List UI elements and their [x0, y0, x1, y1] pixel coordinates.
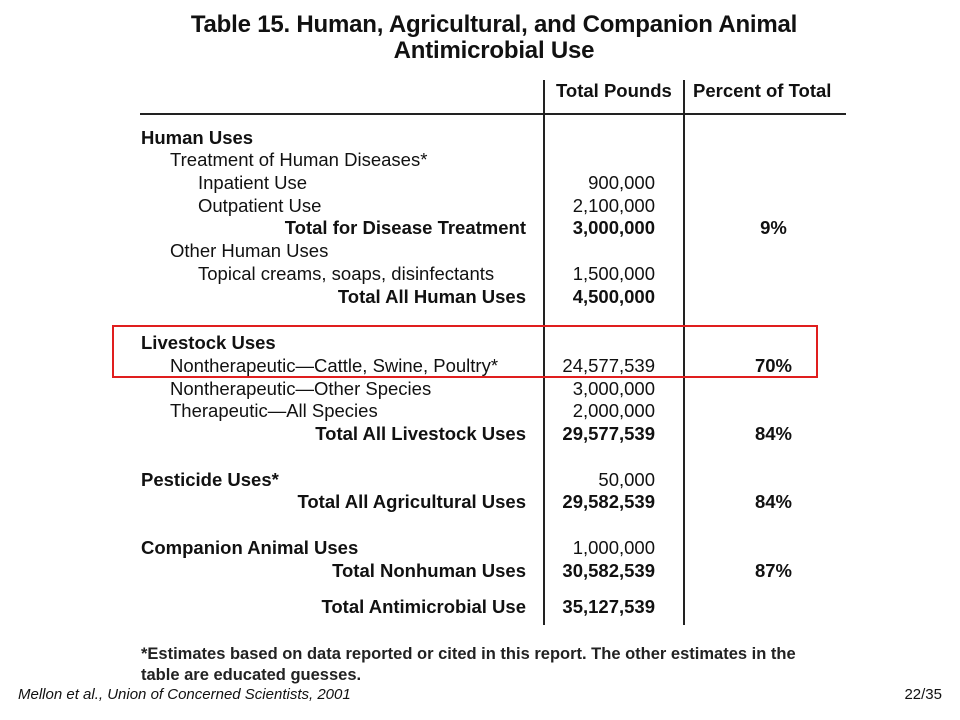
row-pounds: 30,582,539 [562, 560, 655, 581]
table-row [0, 127, 960, 149]
footnote-line-2: table are educated guesses. [141, 666, 362, 684]
table-row [0, 491, 960, 513]
row-label: Nontherapeutic—Cattle, Swine, Poultry* [170, 355, 499, 376]
row-label: Topical creams, soaps, disinfectants [198, 263, 495, 284]
row-label: Other Human Uses [170, 240, 329, 261]
table-row [0, 263, 960, 285]
title-line-1: Table 15. Human, Agricultural, and Companion Animal [190, 11, 798, 38]
row-pounds: 2,100,000 [572, 195, 655, 216]
row-pounds: 4,500,000 [572, 286, 655, 307]
row-label: Companion Animal Uses [141, 537, 359, 558]
row-label: Total All Livestock Uses [315, 423, 526, 444]
row-percent: 84% [754, 491, 793, 512]
row-pounds: 50,000 [598, 469, 655, 490]
table-row [0, 469, 960, 491]
row-label: Livestock Uses [141, 332, 276, 353]
table-row [0, 596, 960, 618]
row-pounds: 900,000 [588, 172, 655, 193]
highlight-box [112, 325, 818, 378]
row-label: Treatment of Human Diseases* [170, 149, 428, 170]
row-pounds: 3,000,000 [572, 217, 655, 238]
row-pounds: 1,000,000 [572, 537, 655, 558]
row-label: Outpatient Use [198, 195, 322, 216]
page-number: 22/35 [904, 686, 942, 703]
table-row [0, 149, 960, 171]
row-pounds: 29,577,539 [562, 423, 655, 444]
row-percent: 87% [754, 560, 793, 581]
row-label: Pesticide Uses* [141, 469, 279, 490]
footnote-line-1: *Estimates based on data reported or cited in this report. The other estimates in the [141, 645, 796, 663]
table-row [0, 286, 960, 308]
row-label: Inpatient Use [198, 172, 308, 193]
row-percent: 9% [760, 217, 787, 238]
table-row [0, 537, 960, 559]
footnote [141, 644, 841, 686]
table-row [0, 400, 960, 422]
row-label: Total for Disease Treatment [284, 217, 526, 238]
table-row [0, 172, 960, 194]
source-citation: Mellon et al., Union of Concerned Scientists, 2001 [18, 686, 351, 703]
row-label: Human Uses [141, 127, 254, 148]
row-pounds: 29,582,539 [562, 491, 655, 512]
table-row [0, 240, 960, 262]
row-pounds: 1,500,000 [572, 263, 655, 284]
row-pounds: 2,000,000 [572, 400, 655, 421]
header-rule [140, 113, 846, 115]
table-title [0, 12, 960, 64]
row-label: Total All Human Uses [337, 286, 526, 307]
row-pounds: 3,000,000 [572, 378, 655, 399]
row-label: Total All Agricultural Uses [297, 491, 526, 512]
row-pounds: 35,127,539 [562, 596, 655, 617]
table-row [0, 217, 960, 239]
row-label: Total Nonhuman Uses [332, 560, 526, 581]
table-row [0, 195, 960, 217]
title-line-2: Antimicrobial Use [393, 37, 595, 64]
row-percent: 70% [754, 355, 793, 376]
table-row [0, 378, 960, 400]
column-header-pounds: Total Pounds [556, 80, 672, 101]
row-label: Total Antimicrobial Use [321, 596, 526, 617]
row-label: Therapeutic—All Species [170, 400, 378, 421]
column-header-percent: Percent of Total [693, 80, 832, 101]
table-row [0, 560, 960, 582]
row-percent: 84% [754, 423, 793, 444]
row-pounds: 24,577,539 [562, 355, 655, 376]
row-label: Nontherapeutic—Other Species [170, 378, 432, 399]
table-row [0, 423, 960, 445]
